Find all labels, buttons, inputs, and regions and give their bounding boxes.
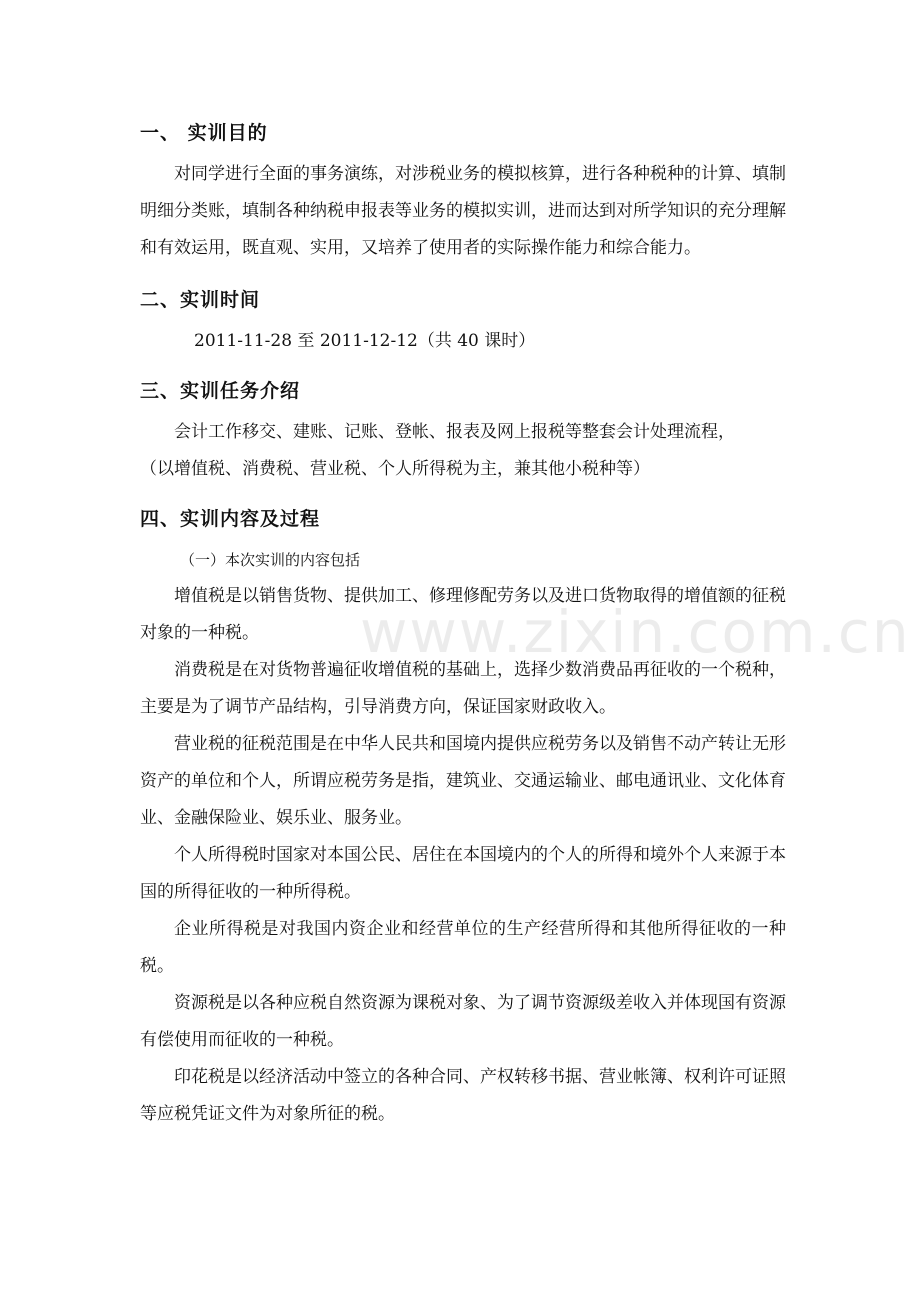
training-period: 2011-11-28 至 2011-12-12（共 40 课时）	[194, 331, 536, 351]
section-heading-time: 二、实训时间	[140, 289, 261, 311]
tax-paragraph-personal-income: 个人所得税时国家对本国公民、居住在本国境内的个人的所得和境外个人来源于本国的所得征收的一种所得税。	[140, 845, 786, 902]
tax-paragraph-vat: 增值税是以销售货物、提供加工、修理修配劳务以及进口货物取得的增值额的征税对象的一种税。	[140, 586, 786, 643]
tasks-paragraph: 会计工作移交、建账、记账、登帐、报表及网上报税等整套会计处理流程，	[174, 422, 735, 442]
tax-paragraph-enterprise-income: 企业所得税是对我国内资企业和经营单位的生产经营所得和其他所得征收的一种税。	[140, 919, 786, 976]
tax-paragraph-stamp: 印花税是以经济活动中签立的各种合同、产权转移书据、营业帐簿、权利许可证照等应税凭证文件为对象所征的税。	[140, 1067, 786, 1124]
tax-paragraph-resource: 资源税是以各种应税自然资源为课税对象、为了调节资源级差收入并体现国有资源有偿使用而征收的一种税。	[140, 993, 786, 1050]
section-heading-purpose: 一、 实训目的	[140, 122, 268, 144]
site-watermark: www.zixin.com.cn	[360, 598, 911, 666]
purpose-paragraph: 对同学进行全面的事务演练，对涉税业务的模拟核算，进行各种税种的计算、填制明细分类账，填制各种纳税申报表等业务的模拟实训，进而达到对所学知识的充分理解和有效运用，既直观、实用，又培养了使用者的实际操作能力和综合能力。	[140, 164, 786, 258]
section-heading-tasks: 三、实训任务介绍	[140, 380, 301, 402]
tax-paragraph-consumption: 消费税是在对货物普遍征收增值税的基础上，选择少数消费品再征收的一个税种，主要是为了调节产品结构，引导消费方向，保证国家财政收入。	[140, 660, 786, 717]
content-subheading: （一）本次实训的内容包括	[180, 551, 361, 569]
section-heading-content: 四、实训内容及过程	[140, 508, 321, 530]
tasks-note: （以增值税、消费税、营业税、个人所得税为主，兼其他小税种等）	[140, 459, 650, 479]
tax-paragraph-business: 营业税的征税范围是在中华人民共和国境内提供应税劳务以及销售不动产转让无形资产的单位和个人，所谓应税劳务是指，建筑业、交通运输业、邮电通讯业、文化体育业、金融保险业、娱乐业、服务业。	[140, 734, 786, 828]
document-page	[140, 118, 786, 1133]
